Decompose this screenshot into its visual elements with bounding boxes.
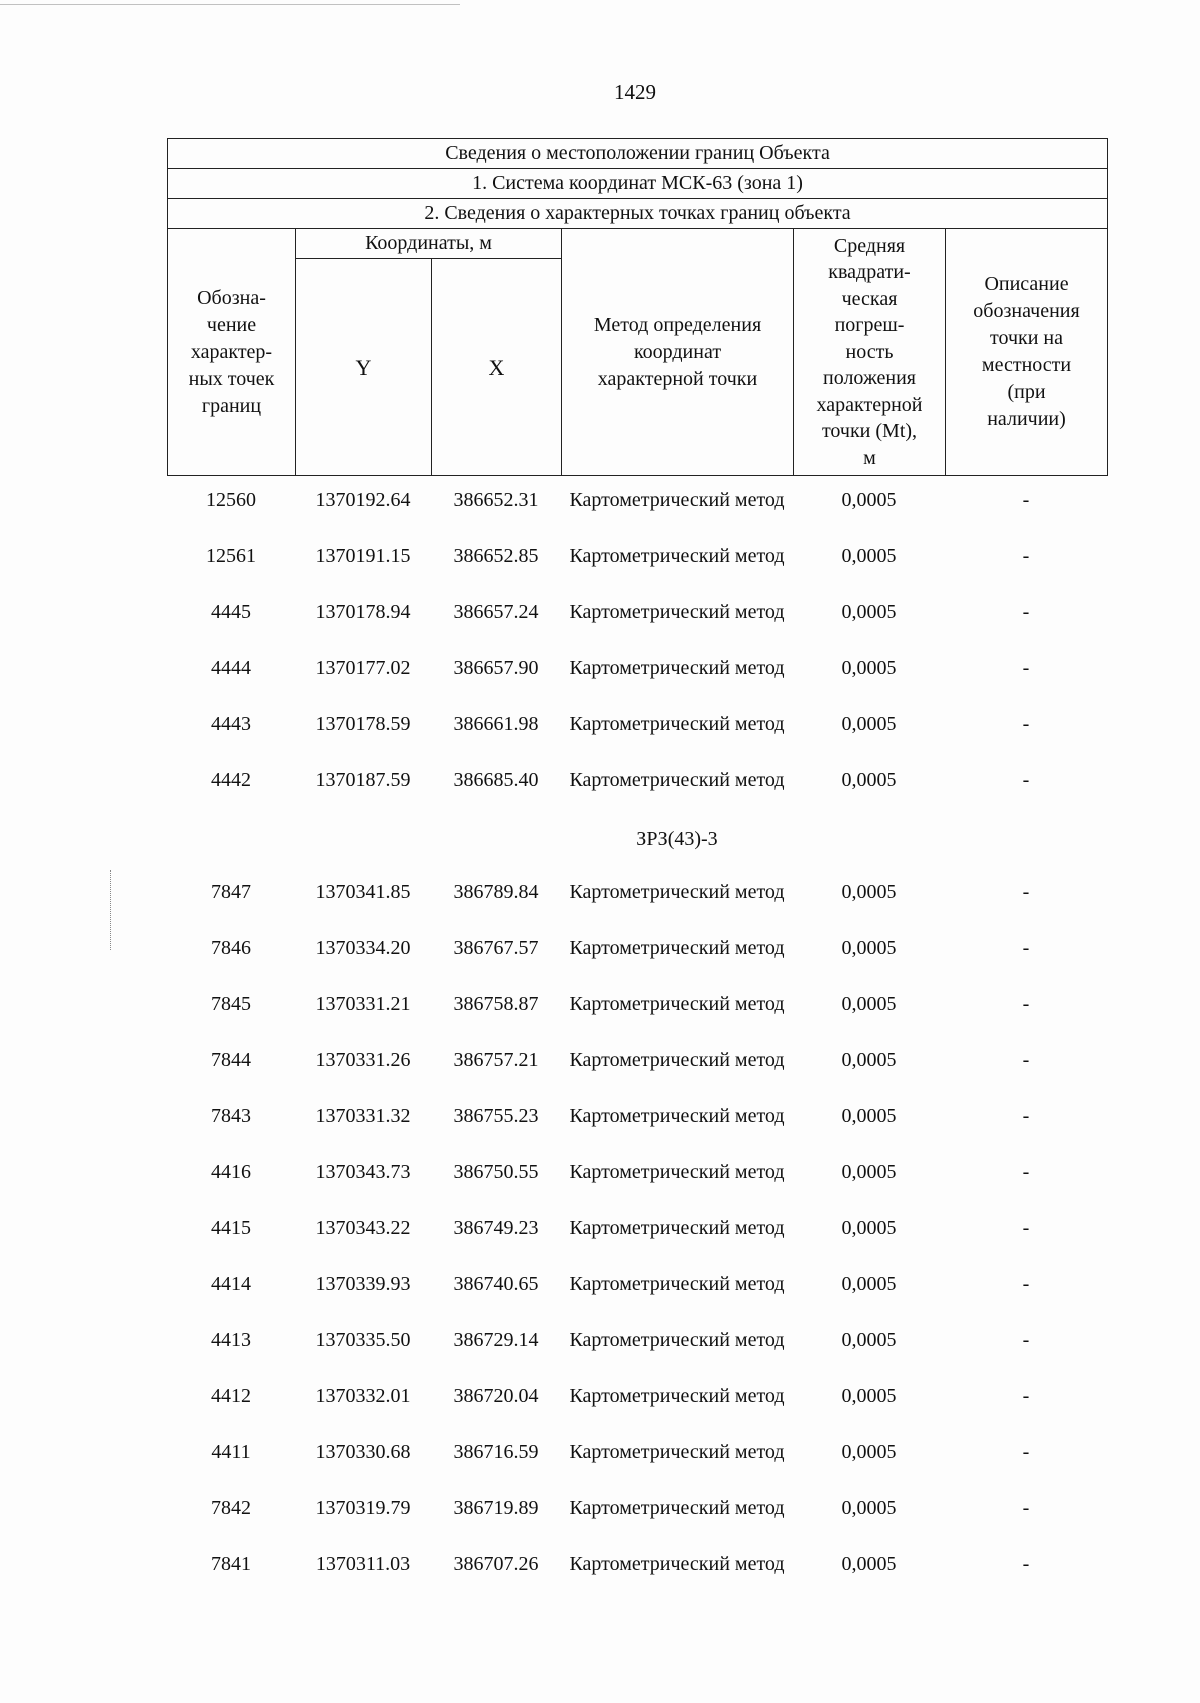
column-header-x: X [432,259,562,476]
coordinate-y: 1370331.21 [315,993,411,1015]
coordinate-x: 386755.23 [453,1105,539,1127]
method: Картометрический метод [569,1329,785,1351]
method: Картометрический метод [569,1273,785,1295]
coordinate-y: 1370187.59 [315,769,411,791]
description: - [1022,993,1030,1015]
point-number: 7846 [211,937,251,959]
coordinate-x: 386749.23 [453,1217,539,1239]
error-value: 0,0005 [841,489,897,511]
method: Картометрический метод [569,1553,785,1575]
point-number: 7847 [211,881,251,903]
description: - [1022,1049,1030,1071]
coordinate-x: 386729.14 [453,1329,539,1351]
coordinate-x: 386719.89 [453,1497,539,1519]
table-row [167,654,1107,710]
coordinate-x: 386740.65 [453,1273,539,1295]
point-number: 4442 [211,769,251,791]
error-value: 0,0005 [841,1441,897,1463]
scan-margin-marks [110,870,113,950]
method: Картометрический метод [569,1105,785,1127]
column-header-coordinates: Координаты, м [296,229,562,259]
coordinate-y: 1370191.15 [315,545,411,567]
coordinate-x: 386685.40 [453,769,539,791]
table-row [167,878,1107,934]
coordinate-y: 1370331.26 [315,1049,411,1071]
point-number: 7843 [211,1105,251,1127]
coordinate-y: 1370334.20 [315,937,411,959]
description: - [1022,1553,1030,1575]
description: - [1022,489,1030,511]
coordinate-x: 386652.31 [453,489,539,511]
table-row [167,934,1107,990]
error-value: 0,0005 [841,1329,897,1351]
description: - [1022,657,1030,679]
coordinate-x: 386767.57 [453,937,539,959]
table-row [167,1326,1107,1382]
method: Картометрический метод [569,1441,785,1463]
method: Картометрический метод [569,1497,785,1519]
coordinate-x: 386661.98 [453,713,539,735]
table-row [167,1494,1107,1550]
coordinate-y: 1370311.03 [315,1553,411,1575]
point-number: 4443 [211,713,251,735]
coordinate-y: 1370330.68 [315,1441,411,1463]
table-row [167,542,1107,598]
point-number: 4444 [211,657,251,679]
point-number: 4413 [211,1329,251,1351]
point-number: 4414 [211,1273,251,1295]
point-number: 12560 [206,489,256,511]
coordinate-x: 386652.85 [453,545,539,567]
error-value: 0,0005 [841,881,897,903]
point-number: 4445 [211,601,251,623]
description: - [1022,881,1030,903]
error-value: 0,0005 [841,1385,897,1407]
coordinate-y: 1370343.73 [315,1161,411,1183]
description: - [1022,1161,1030,1183]
method: Картометрический метод [569,1217,785,1239]
description: - [1022,1497,1030,1519]
coordinate-y: 1370192.64 [315,489,411,511]
table-row [167,1438,1107,1494]
coordinate-x: 386657.90 [453,657,539,679]
point-number: 7841 [211,1553,251,1575]
error-value: 0,0005 [841,937,897,959]
description: - [1022,601,1030,623]
method: Картометрический метод [569,545,785,567]
table-row [167,1102,1107,1158]
scan-edge-line [0,4,460,5]
coordinate-y: 1370331.32 [315,1105,411,1127]
table-row [167,766,1107,822]
description: - [1022,1385,1030,1407]
error-value: 0,0005 [841,769,897,791]
column-header-y: Y [296,259,432,476]
error-value: 0,0005 [841,1049,897,1071]
point-number: 4415 [211,1217,251,1239]
coordinate-y: 1370343.22 [315,1217,411,1239]
coordinate-x: 386657.24 [453,601,539,623]
error-value: 0,0005 [841,1497,897,1519]
description: - [1022,545,1030,567]
zone-label-row [167,822,1107,878]
error-value: 0,0005 [841,601,897,623]
coordinate-x: 386758.87 [453,993,539,1015]
method: Картометрический метод [569,881,785,903]
error-value: 0,0005 [841,1161,897,1183]
point-number: 4411 [211,1441,251,1463]
coordinate-x: 386720.04 [453,1385,539,1407]
coordinate-y: 1370332.01 [315,1385,411,1407]
method: Картометрический метод [569,601,785,623]
method: Картометрический метод [569,1049,785,1071]
description: - [1022,1273,1030,1295]
point-number: 7842 [211,1497,251,1519]
point-number: 4416 [211,1161,251,1183]
error-value: 0,0005 [841,657,897,679]
table-row [167,1270,1107,1326]
point-number: 4412 [211,1385,251,1407]
method: Картометрический метод [569,1161,785,1183]
coordinate-y: 1370178.59 [315,713,411,735]
description: - [1022,1217,1030,1239]
table-row [167,1046,1107,1102]
table-row [167,1214,1107,1270]
point-number: 7845 [211,993,251,1015]
page-number: 1429 [614,80,656,104]
table-row [167,710,1107,766]
description: - [1022,769,1030,791]
description: - [1022,1105,1030,1127]
description: - [1022,713,1030,735]
coordinate-y: 1370178.94 [315,601,411,623]
error-value: 0,0005 [841,713,897,735]
table-row [167,1382,1107,1438]
description: - [1022,937,1030,959]
description: - [1022,1329,1030,1351]
point-number: 12561 [206,545,256,567]
coordinate-y: 1370339.93 [315,1273,411,1295]
coordinate-x: 386757.21 [453,1049,539,1071]
method: Картометрический метод [569,1385,785,1407]
coordinate-y: 1370319.79 [315,1497,411,1519]
column-header-error: Средняя квадрати- ческая погреш- ность положения характерной точки (Mt), м [794,229,946,476]
coordinate-x: 386707.26 [453,1553,539,1575]
error-value: 0,0005 [841,545,897,567]
table-row [167,1550,1107,1606]
coordinate-y: 1370335.50 [315,1329,411,1351]
coordinate-system: 1. Система координат МСК-63 (зона 1) [168,169,1108,199]
error-value: 0,0005 [841,1553,897,1575]
method: Картометрический метод [569,937,785,959]
table-row [167,598,1107,654]
table-title: Сведения о местоположении границ Объекта [168,139,1108,169]
error-value: 0,0005 [841,1105,897,1127]
coordinate-y: 1370177.02 [315,657,411,679]
coordinate-y: 1370341.85 [315,881,411,903]
zone-label: ЗРЗ(43)-3 [636,828,718,850]
table-row [167,990,1107,1046]
method: Картометрический метод [569,713,785,735]
method: Картометрический метод [569,993,785,1015]
column-header-description: Описание обозначения точки на местности (при наличии) [946,229,1108,476]
coordinate-x: 386716.59 [453,1441,539,1463]
column-header-method: Метод определения координат характерной точки [562,229,794,476]
error-value: 0,0005 [841,1217,897,1239]
column-header-designation: Обозна- чение характер- ных точек границ [168,229,296,476]
table-row [167,1158,1107,1214]
coordinate-x: 386789.84 [453,881,539,903]
method: Картометрический метод [569,769,785,791]
table-header [167,138,1108,476]
method: Картометрический метод [569,657,785,679]
section-title: 2. Сведения о характерных точках границ объекта [168,199,1108,229]
error-value: 0,0005 [841,1273,897,1295]
description: - [1022,1441,1030,1463]
table-body [167,486,1107,1606]
method: Картометрический метод [569,489,785,511]
coordinate-x: 386750.55 [453,1161,539,1183]
table-row [167,486,1107,542]
point-number: 7844 [211,1049,251,1071]
error-value: 0,0005 [841,993,897,1015]
